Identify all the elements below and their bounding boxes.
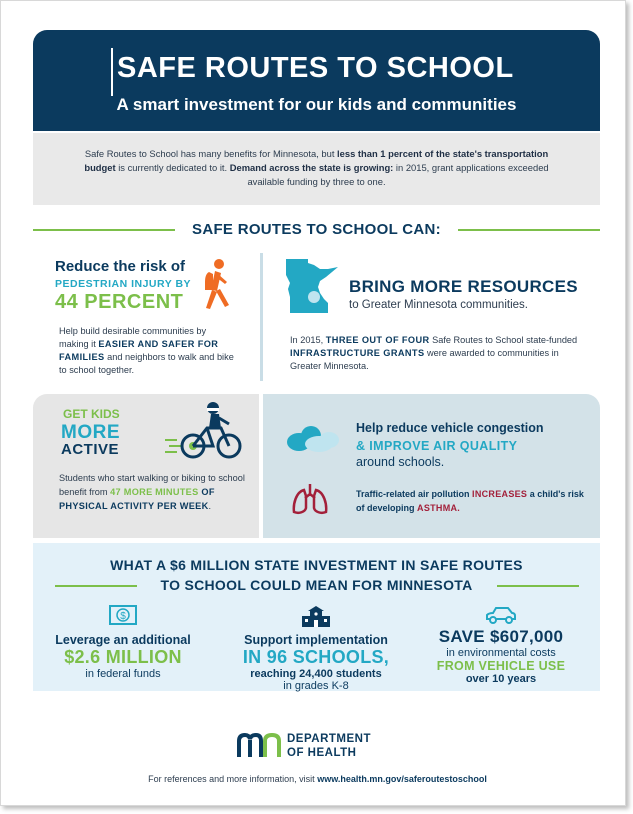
footer-link[interactable]: www.health.mn.gov/saferoutestoschool — [317, 774, 487, 784]
c1-line2: in federal funds — [85, 668, 161, 680]
benefit-air-quality — [263, 394, 600, 538]
c3-line1: in environmental costs — [446, 647, 556, 659]
vertical-divider — [260, 253, 263, 381]
q3-line2: MORE — [61, 422, 120, 443]
q3-line1: GET KIDS — [63, 407, 120, 421]
q2-text-2: Safe Routes to School state-funded — [429, 335, 578, 345]
intro-bold-2: Demand across the state is growing: — [229, 162, 394, 173]
bicycle-rider-icon — [163, 400, 249, 466]
mn-logo-mark-icon — [237, 731, 283, 759]
investment-title-2: TO SCHOOL COULD MEAN FOR MINNESOTA — [160, 577, 473, 593]
q2-text-1: In 2015, — [290, 335, 326, 345]
money-icon-wrap — [33, 605, 213, 627]
q4-text-2: a child's risk of developing — [356, 489, 584, 513]
q1-line2: PEDESTRIAN INJURY BY — [55, 278, 192, 290]
q4-line1: Help reduce vehicle congestion — [356, 421, 544, 435]
q3-line3: ACTIVE — [61, 441, 120, 458]
school-building-icon — [301, 605, 331, 627]
minnesota-map-icon — [284, 257, 340, 315]
q2-bold-1: THREE OUT OF FOUR — [325, 335, 430, 345]
intro-box — [33, 133, 600, 205]
q2-text-3: were awarded to communities in Greater Minnesota. — [290, 348, 559, 371]
c2-line1: Support implementation — [244, 633, 388, 647]
c2-stat: IN 96 SCHOOLS, — [242, 647, 390, 667]
section-heading-can — [33, 219, 600, 241]
svg-text:$: $ — [120, 611, 126, 622]
logo-text-1: DEPARTMENT — [287, 733, 372, 745]
footer-text: For references and more information, visit — [148, 774, 318, 784]
c3-stat: SAVE $607,000 — [438, 627, 564, 646]
q4-line2: & IMPROVE AIR QUALITY — [356, 439, 518, 453]
footer — [1, 774, 633, 784]
c2-line2: reaching 24,400 students — [250, 668, 382, 680]
q3-text-2: . — [208, 501, 212, 511]
intro-text-3: in 2015, grant applications exceeded available funding by three to one. — [247, 162, 549, 187]
walking-student-icon — [197, 258, 237, 314]
page-title: SAFE ROUTES TO SCHOOL — [117, 52, 514, 84]
investment-section — [33, 543, 600, 691]
c1-stat: $2.6 MILLION — [64, 647, 182, 667]
investment-title-1: WHAT A $6 MILLION STATE INVESTMENT IN SAFE ROUTES — [110, 557, 523, 573]
q3-green-minutes: MINUTES — [155, 487, 199, 497]
stat-schools — [226, 605, 406, 692]
q2-subheading: to Greater Minnesota communities. — [349, 299, 528, 311]
q4-text-1: Traffic-related air pollution — [356, 489, 473, 499]
dollar-bill-icon — [109, 605, 137, 625]
lungs-icon — [291, 482, 329, 516]
c3-green: FROM VEHICLE USE — [436, 659, 566, 673]
stat-environment — [411, 605, 591, 685]
title-accent-bar — [111, 48, 113, 96]
intro-bold-1: less than 1 percent of the state's transportation budget — [84, 148, 549, 173]
q1-paragraph — [59, 325, 237, 377]
c1-line1: Leverage an additional — [55, 633, 191, 647]
c3-line2: over 10 years — [465, 673, 537, 685]
car-icon-wrap — [411, 605, 591, 627]
section-heading-text: SAFE ROUTES TO SCHOOL CAN: — [192, 221, 441, 238]
investment-title — [33, 555, 600, 595]
q1-text-bold: EASIER AND SAFER FOR FAMILIES — [59, 339, 219, 362]
intro-text-1: Safe Routes to School has many benefits for Minnesota, but — [84, 148, 338, 159]
q3-bold-text: OF PHYSICAL ACTIVITY PER WEEK — [59, 487, 215, 511]
intro-text — [71, 147, 562, 189]
q2-bold-2: INFRASTRUCTURE GRANTS — [290, 348, 425, 358]
q4-paragraph — [356, 487, 586, 515]
q1-stat: 44 PERCENT — [55, 291, 184, 313]
page-subtitle: A smart investment for our kids and communities — [116, 95, 517, 114]
q1-text-2: and neighbors to walk and bike to school together. — [59, 352, 234, 375]
q3-paragraph — [59, 471, 249, 513]
stat-federal-funds — [33, 605, 213, 680]
mn-department-of-health-logo — [237, 731, 372, 764]
cloud-icon — [285, 424, 341, 454]
q4-red-1: INCREASES — [472, 489, 528, 499]
q4-red-2: ASTHMA. — [417, 503, 461, 513]
c2-line3: in grades K-8 — [283, 680, 349, 692]
school-icon-wrap — [226, 605, 406, 627]
investment-rule-left — [55, 585, 137, 587]
benefit-active-kids — [33, 394, 259, 538]
q3-text-1: Students who start walking or biking to school benefit from — [59, 473, 245, 497]
intro-text-2: is currently dedicated to it. — [115, 162, 230, 173]
q2-paragraph — [290, 334, 590, 373]
header-banner — [33, 30, 600, 131]
q3-green-stat: 47 MORE — [110, 487, 153, 497]
q4-line3: around schools. — [356, 455, 445, 469]
logo-text-2: OF HEALTH — [287, 747, 357, 759]
investment-rule-right — [497, 585, 579, 587]
car-icon — [484, 605, 518, 625]
q1-text-1: Help build desirable communities by making it — [59, 326, 207, 349]
q2-heading: BRING MORE RESOURCES — [349, 277, 578, 296]
q1-heading: Reduce the risk of — [55, 258, 186, 275]
